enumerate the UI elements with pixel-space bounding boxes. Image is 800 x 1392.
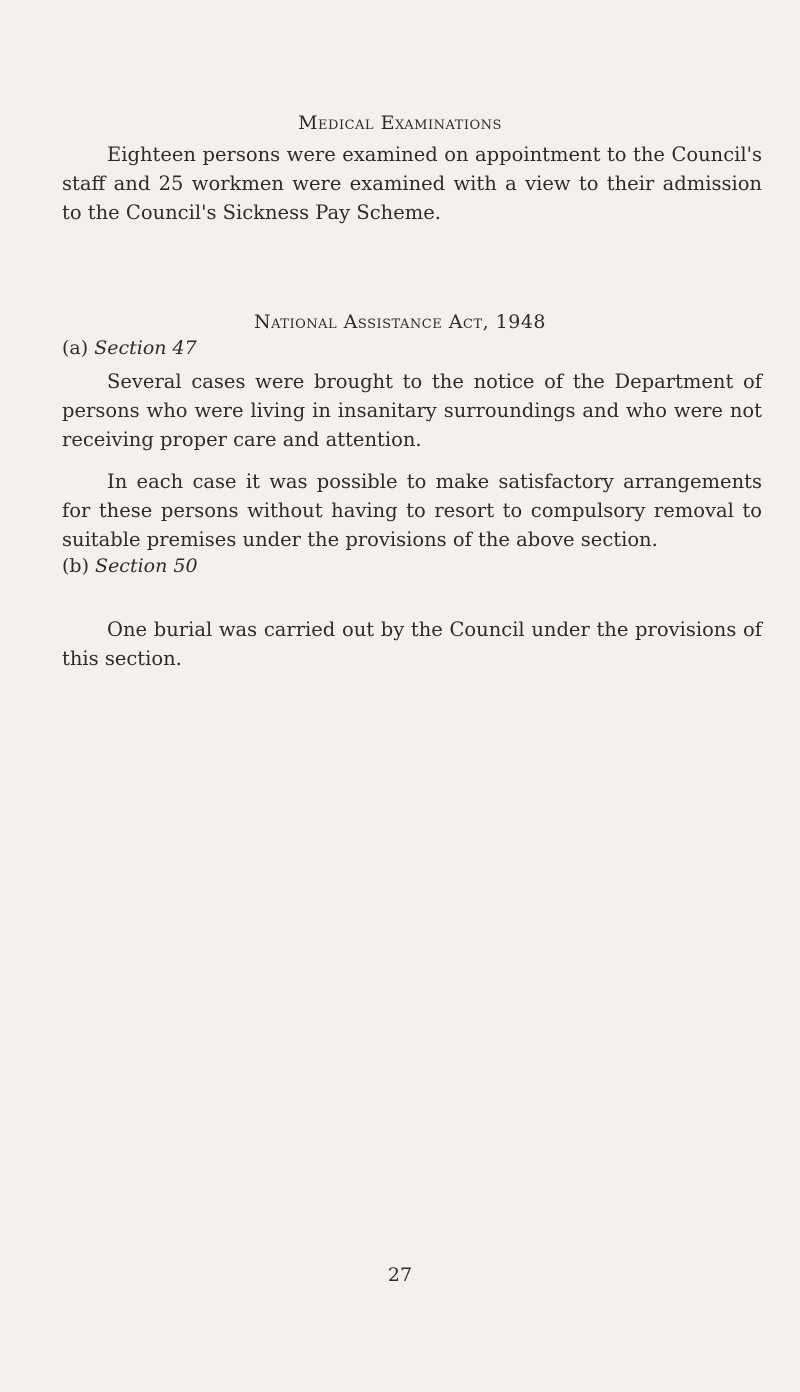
section-47-title: Section 47 [94,337,197,359]
section-50-subheading [62,555,198,577]
section-50-title: Section 50 [95,555,198,577]
medical-examinations-paragraph: Eighteen persons were examined on appointment to the Council's staff and 25 workmen were examined with a view to their admission to the Council's Sickness Pay Scheme. [62,143,762,224]
page-number: 27 [387,1264,413,1286]
section-47-paragraph-2: In each case it was possible to make satisfactory arrangements for these persons without having to resort to compulsory removal to suitable premises under the provisions of the above section. [62,470,762,551]
section-47-paragraph-1: Several cases were brought to the notice of the Department of persons who were living in insanitary surroundings and who were not receiving proper care and attention. [62,370,762,451]
section-b-marker: (b) [62,555,89,577]
section-47-subheading [62,337,197,359]
section-a-marker: (a) [62,337,89,359]
section-50-paragraph: One burial was carried out by the Council under the provisions of this section. [62,618,762,670]
medical-examinations-heading: Medical Examinations [298,112,502,134]
national-assistance-heading: National Assistance Act, 1948 [253,311,547,333]
